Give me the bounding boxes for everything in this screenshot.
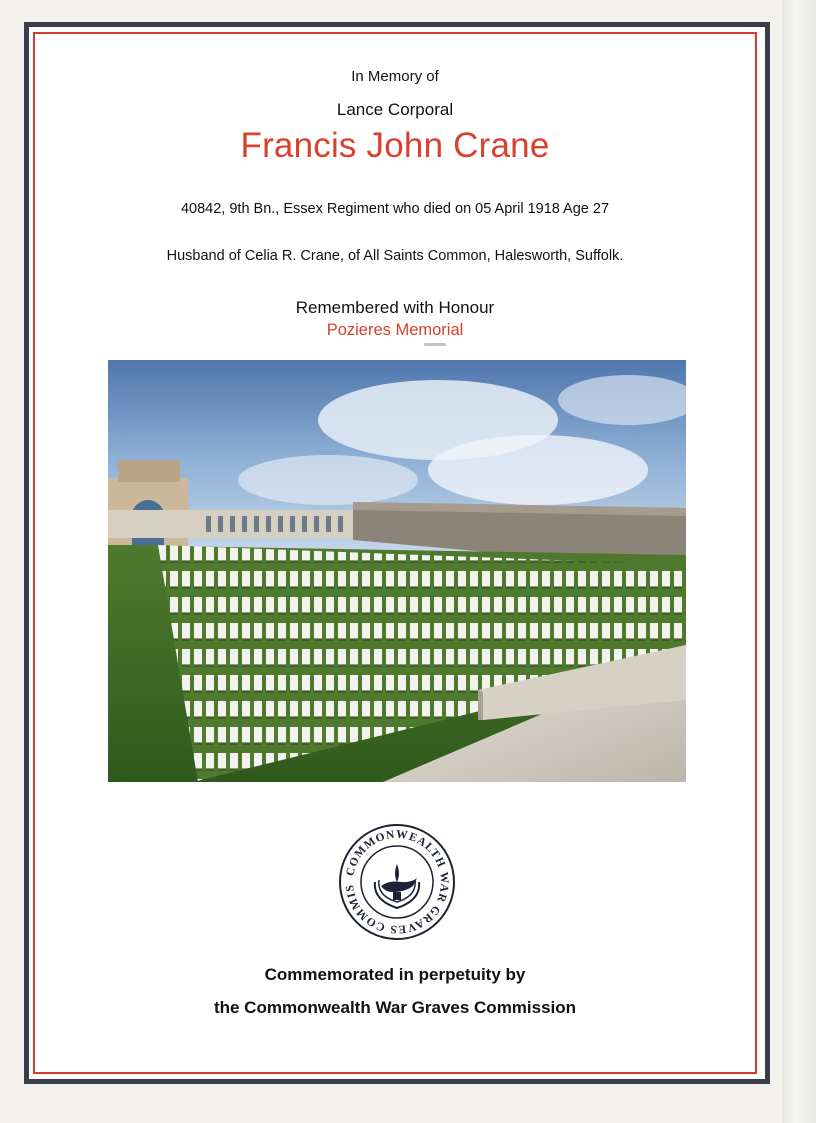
page-edge-shadow — [782, 0, 816, 1123]
service-details: 40842, 9th Bn., Essex Regiment who died on 05 April 1918 Age 27 — [180, 201, 610, 217]
memorial-name: Pozieres Memorial — [326, 321, 464, 339]
commemoration-line-1: Commemorated in perpetuity by — [264, 965, 526, 984]
family-details: Husband of Celia R. Crane, of All Saints Common, Halesworth, Suffolk. — [166, 248, 624, 264]
commemoration-line-2: the Commonwealth War Graves Commission — [213, 998, 577, 1017]
in-memory-heading: In Memory of — [351, 68, 439, 85]
ink-mark — [424, 343, 446, 346]
cwgc-emblem-icon — [337, 822, 457, 942]
remembered-with-honour: Remembered with Honour — [295, 298, 495, 317]
emblem-ring-text: COMMONWEALTH WAR GRAVES COMMIS — [343, 828, 451, 936]
cemetery-memorial-photo — [108, 360, 686, 782]
rank: Lance Corporal — [336, 100, 454, 119]
soldier-name: Francis John Crane — [240, 126, 550, 165]
